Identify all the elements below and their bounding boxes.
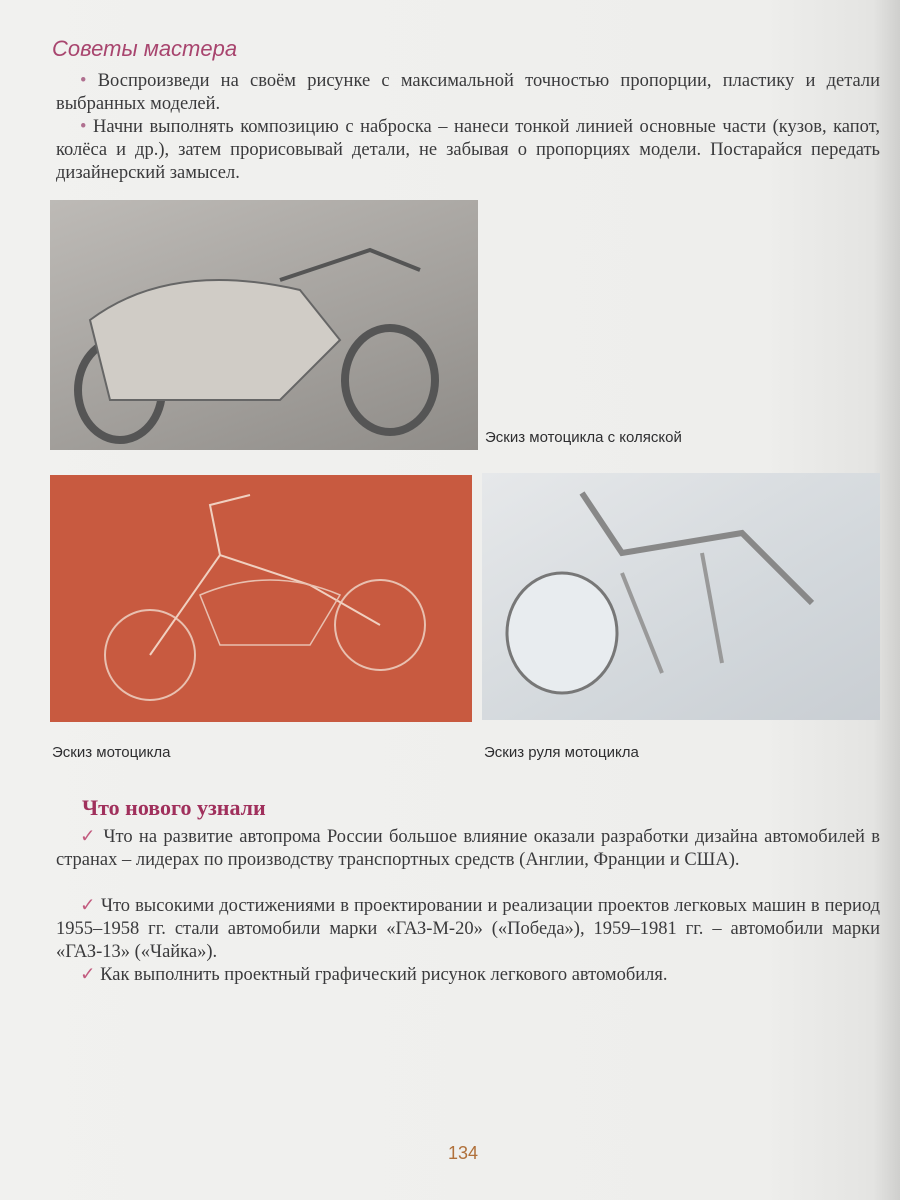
tip-text: Воспроизведи на своём рисунке с максимальной точностью пропорции, пластику и детали выбранных моделей. (56, 71, 881, 114)
figure-caption: Эскиз мотоцикла с коляской (485, 429, 682, 446)
tip-item (56, 116, 880, 185)
page-number: 134 (448, 1143, 479, 1163)
sidecar-motorcycle-drawing (50, 200, 478, 450)
motorcycle-sketch-image (50, 475, 472, 722)
tip-text: Начни выполнять композицию с наброска – нанеси тонкой линией основные части (кузов, капот, колёса и др.), затем прорисовывай детали, не забывая о пропорциях модели. Постарайся передать дизайнерский замысел. (56, 117, 880, 183)
tip-item (56, 70, 880, 116)
figure-caption: Эскиз мотоцикла (52, 744, 171, 761)
tips-title: Советы мастера (52, 36, 238, 61)
motorcycle-drawing (50, 475, 472, 722)
learned-item (56, 826, 880, 872)
learned-text: Как выполнить проектный графический рисунок легкового автомобиля. (100, 965, 668, 985)
sidecar-motorcycle-sketch-image (50, 200, 478, 450)
bullet-icon: • (80, 117, 87, 137)
checkmark-icon: ✓ (80, 965, 96, 985)
handlebar-sketch-image (482, 473, 880, 720)
learned-item (56, 964, 880, 987)
learned-text: Что высокими достижениями в проектировании и реализации проектов легковых машин в период 1955–1958 гг. стали автомобили марки «ГАЗ-М-20» («Победа»), 1959–1981 гг. – автомобили марки «ГАЗ-13» («Чайка»). (56, 896, 881, 962)
handlebar-drawing (482, 473, 880, 720)
learned-item (56, 895, 880, 964)
figure-caption: Эскиз руля мотоцикла (484, 744, 639, 761)
learned-title: Что нового узнали (82, 795, 266, 820)
checkmark-icon: ✓ (80, 827, 98, 847)
bullet-icon: • (80, 71, 87, 91)
learned-text: Что на развитие автопрома России большое влияние оказали разработки дизайна автомобилей в странах – лидерах по производству транспортных средств (Англии, Франции и США). (56, 827, 880, 870)
checkmark-icon: ✓ (80, 896, 96, 916)
